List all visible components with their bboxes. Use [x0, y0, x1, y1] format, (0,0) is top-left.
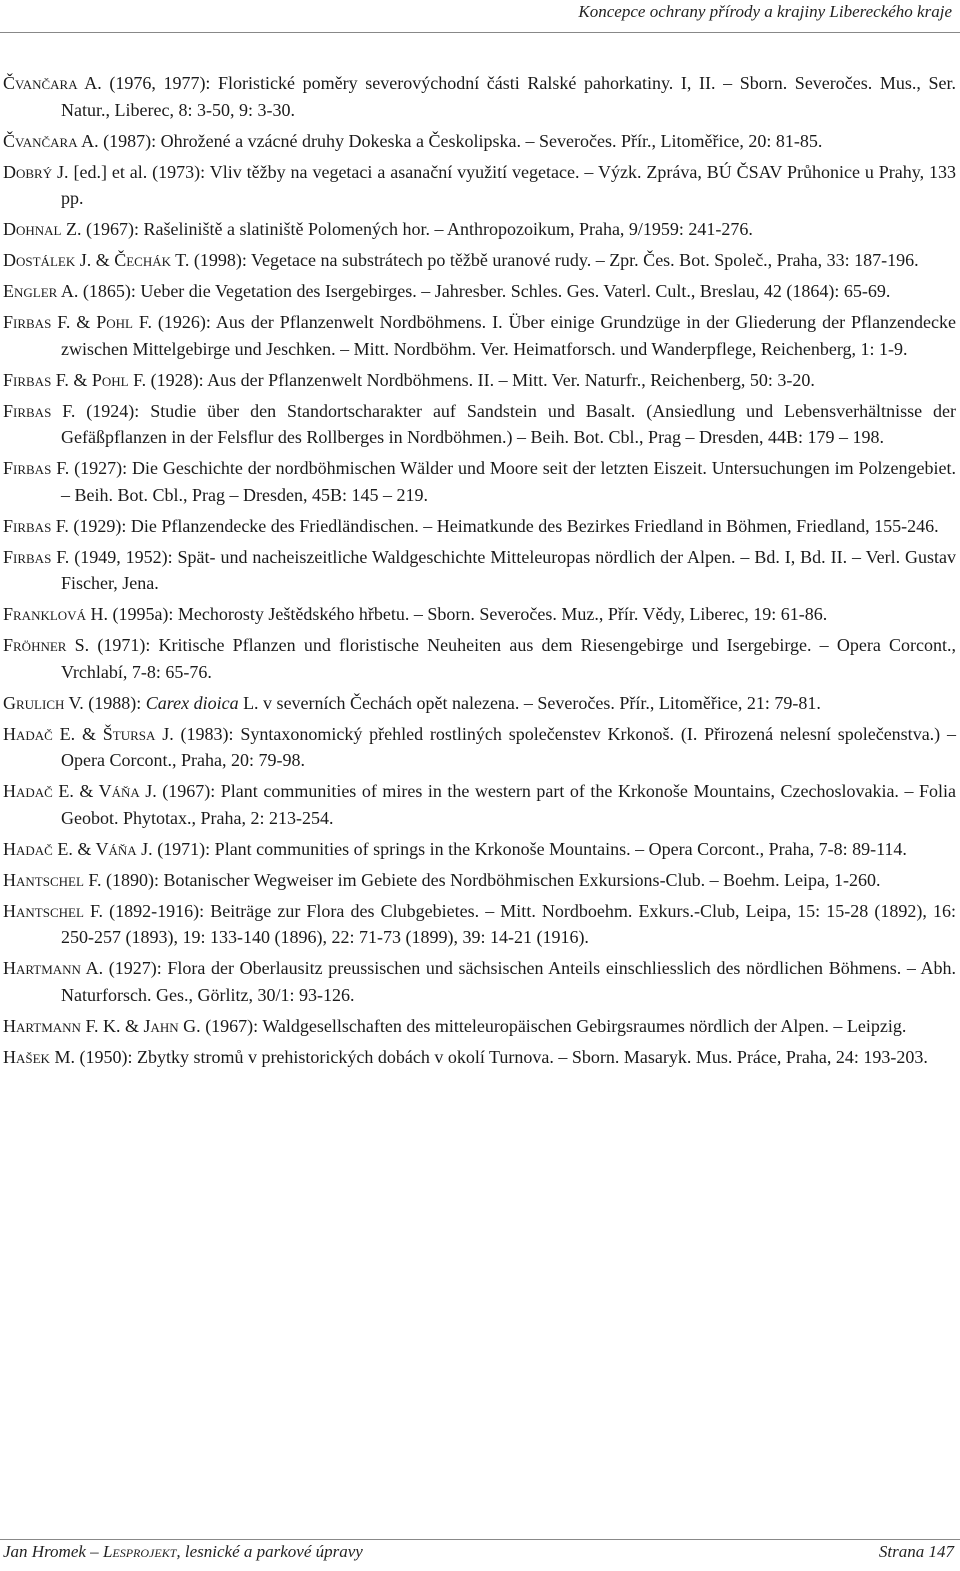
reference-author: Firbas F.	[3, 458, 70, 478]
footer-author	[3, 1542, 363, 1562]
reference-text: (1967): Rašeliniště a slatiniště Polomených hor. – Anthropozoikum, Praha, 9/1959: 241-276.	[81, 219, 753, 239]
reference-text: (1983): Syntaxonomický přehled rostliných společenstev Krkonoš. (I. Přirozená nelesní společenstva.) – Opera Corcont., Praha, 20: 79-98.	[61, 723, 956, 770]
reference-entry	[3, 398, 956, 451]
reference-author: Čvančara A.	[3, 130, 99, 151]
footer-suffix: , lesnické a parkové úpravy	[176, 1542, 363, 1561]
footer-rule	[0, 1539, 960, 1540]
reference-text: (1971): Kritische Pflanzen und floristische Neuheiten aus dem Riesengebirge und Isergebirge. – Opera Corcont., Vrchlabí, 7-8: 65-76.	[61, 635, 956, 682]
page-number: Strana 147	[878, 1542, 954, 1561]
reference-text: (1892-1916): Beiträge zur Flora des Clubgebietes. – Mitt. Nordboehm. Exkurs.-Club, Leipa, 15: 15-28 (1892), 16: 250-257 (1893), 19: 133-140 (1896), 22: 71-73 (1899), 39: 14-21 (1916).	[61, 900, 956, 947]
reference-list	[3, 70, 956, 1075]
reference-entry	[3, 455, 956, 508]
reference-entry	[3, 1044, 956, 1071]
reference-text: (1924): Studie über den Standortscharakter auf Sandstein und Basalt. (Ansiedlung und Lebensverhältnisse der Gefäßpflanzen in der Felsflur des Rollberges in Nordböhmen.) – Beih. Bot. Cbl., Prag – Dresden, 44B: 179 – 198.	[61, 400, 956, 447]
reference-text: (1950): Zbytky stromů v prehistorických dobách v okolí Turnova. – Sborn. Masaryk. Mus. Práce, Praha, 24: 193-203.	[74, 1046, 928, 1067]
reference-text: (1971): Plant communities of springs in the Krkonoše Mountains. – Opera Corcont., Praha, 7-8: 89-114.	[152, 838, 907, 859]
reference-entry	[3, 159, 956, 212]
reference-text: (1988):	[83, 692, 146, 713]
reference-text: (1976, 1977): Floristické poměry severovýchodní části Ralské pahorkatiny. I, II. – Sborn. Severočes. Mus., Ser. Natur., Liberec, 8: 3-50, 9: 3-30.	[61, 73, 956, 120]
header-rule	[0, 32, 960, 33]
reference-author: Hašek M.	[3, 1046, 75, 1067]
reference-author: Hadač E. & Váňa J.	[3, 781, 157, 801]
reference-author: Hadač E. & Váňa J.	[3, 838, 153, 859]
reference-entry	[3, 1013, 956, 1040]
reference-author: Dobrý J.	[3, 161, 69, 182]
reference-author: Firbas F. & Pohl F.	[3, 312, 152, 332]
reference-text: (1890): Botanischer Wegweiser im Gebiete des Nordböhmischen Exkursions-Club. – Boehm. Leipa, 1-260.	[101, 869, 881, 890]
reference-taxon: Carex dioica	[145, 692, 239, 713]
reference-text: [ed.] et al. (1973): Vliv těžby na vegetaci a asanační využití vegetace. – Výzk. Zpráva, BÚ ČSAV Průhonice u Prahy, 133 pp.	[61, 161, 956, 208]
reference-text: (1927): Die Geschichte der nordböhmischen Wälder und Moore seit der letzten Eiszeit. Untersuchungen im Polzengebiet. – Beih. Bot. Cbl., Prag – Dresden, 45B: 145 – 219.	[61, 458, 956, 505]
footer-company: Lesprojekt	[102, 1542, 177, 1561]
reference-entry	[3, 632, 956, 685]
reference-entry	[3, 309, 956, 362]
reference-text: (1949, 1952): Spät- und nacheiszeitliche Waldgeschichte Mitteleuropas nördlich der Alpen. – Bd. I, Bd. II. – Verl. Gustav Fischer, Jena.	[61, 546, 957, 593]
reference-author: Firbas F. & Pohl F.	[3, 369, 147, 390]
reference-author: Firbas F.	[3, 515, 69, 536]
reference-entry	[3, 601, 956, 628]
reference-author: Firbas F.	[3, 546, 70, 567]
reference-entry	[3, 867, 956, 894]
reference-entry	[3, 778, 956, 831]
reference-author: Čvančara A.	[3, 73, 102, 93]
reference-author: Firbas F.	[3, 400, 76, 421]
reference-text: (1995a): Mechorosty Ještědského hřbetu. – Sborn. Severočes. Muz., Přír. Vědy, Liberec, 19: 61-86.	[107, 604, 828, 624]
reference-entry	[3, 216, 956, 243]
reference-author: Hantschel F.	[3, 869, 102, 890]
reference-entry	[3, 513, 956, 540]
reference-text: (1929): Die Pflanzendecke des Friedländischen. – Heimatkunde des Bezirkes Friedland in Böhmen, Friedland, 155-246.	[68, 515, 939, 536]
reference-author: Fröhner S.	[3, 635, 90, 655]
reference-text-continued: L. v severních Čechách opět nalezena. – Severočes. Přír., Litoměřice, 21: 79-81.	[238, 692, 821, 713]
reference-author: Hartmann A.	[3, 958, 104, 978]
reference-author: Franklová H.	[3, 604, 108, 624]
footer-prefix: Jan Hromek –	[3, 1542, 103, 1561]
reference-entry	[3, 690, 956, 717]
reference-entry	[3, 367, 956, 394]
reference-entry	[3, 721, 956, 774]
reference-entry	[3, 247, 956, 274]
reference-text: (1926): Aus der Pflanzenwelt Nordböhmens. I. Über einige Grundzüge in der Gliederung der Pflanzendecke zwischen Mittelgebirge und Jeschken. – Mitt. Nordböhm. Ver. Heimatforsch. und Wanderpflege, Reichenberg, 1: 1-9.	[61, 312, 956, 359]
reference-entry	[3, 898, 956, 951]
reference-entry	[3, 70, 956, 123]
reference-entry	[3, 128, 956, 155]
reference-author: Hartmann F. K. & Jahn G.	[3, 1015, 201, 1036]
reference-author: Hantschel F.	[3, 900, 104, 921]
reference-text: (1987): Ohrožené a vzácné druhy Dokeska a Českolipska. – Severočes. Přír., Litoměřice, 20: 81-85.	[98, 130, 823, 151]
reference-text: (1927): Flora der Oberlausitz preussischen und sächsischen Anteils einschliesslich des nördlichen Böhmens. – Abh. Naturforsch. Ges., Görlitz, 30/1: 93-126.	[61, 958, 957, 1005]
reference-text: (1967): Plant communities of mires in the western part of the Krkonoše Mountains, Czechoslovakia. – Folia Geobot. Phytotax., Praha, 2: 213-254.	[61, 781, 956, 828]
running-header: Koncepce ochrany přírody a krajiny Libereckého kraje	[578, 2, 952, 21]
reference-text: (1865): Ueber die Vegetation des Isergebirges. – Jahresber. Schles. Ges. Vaterl. Cult., Breslau, 42 (1864): 65-69.	[78, 281, 891, 301]
reference-text: (1967): Waldgesellschaften des mitteleuropäischen Gebirgsraumes nördlich der Alpen. – Leipzig.	[200, 1015, 907, 1036]
reference-text: (1998): Vegetace na substrátech po těžbě uranové rudy. – Zpr. Čes. Bot. Společ., Praha, 33: 187-196.	[189, 250, 919, 270]
reference-text: (1928): Aus der Pflanzenwelt Nordböhmens. II. – Mitt. Ver. Naturfr., Reichenberg, 50: 3-20.	[146, 369, 815, 390]
reference-entry	[3, 544, 956, 597]
reference-author: Dohnal Z.	[3, 219, 82, 239]
reference-author: Engler A.	[3, 281, 79, 301]
reference-entry	[3, 955, 956, 1008]
reference-entry	[3, 836, 956, 863]
reference-author: Grulich V.	[3, 692, 84, 713]
reference-entry	[3, 278, 956, 305]
reference-author: Hadač E. & Štursa J.	[3, 723, 174, 744]
reference-author: Dostálek J. & Čechák T.	[3, 250, 190, 270]
